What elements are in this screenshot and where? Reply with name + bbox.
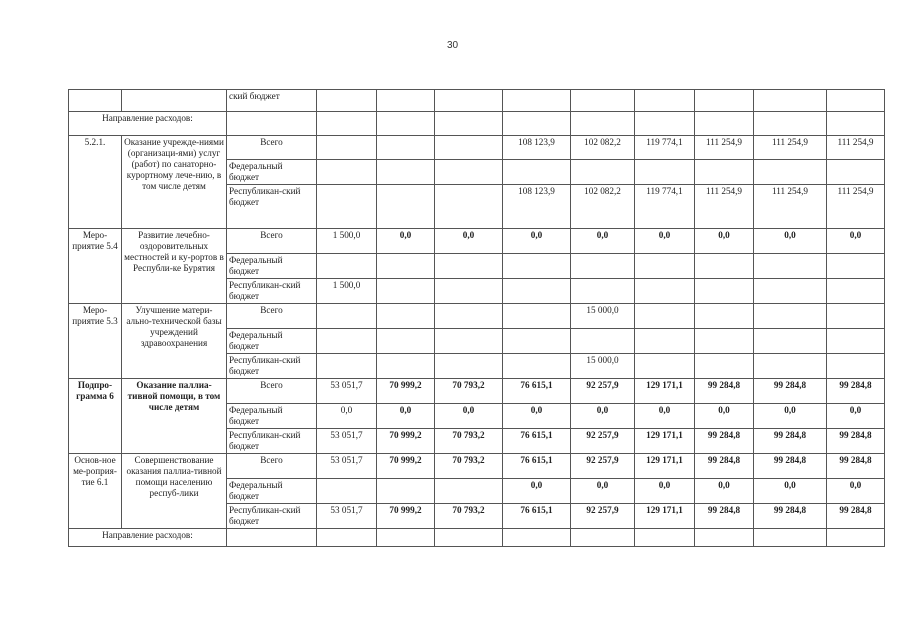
value-cell [503, 160, 571, 185]
name-cell: Совершенствование оказания паллиа-тивной помощи населению респуб-лики [122, 454, 227, 529]
value-cell [695, 160, 754, 185]
name-cell: Развитие лечебно-оздоровительных местностей и ку-рортов в Республи-ке Бурятия [122, 229, 227, 304]
value-cell [827, 90, 885, 112]
value-cell [695, 90, 754, 112]
value-cell [377, 185, 435, 229]
value-cell [635, 90, 695, 112]
value-cell: 0,0 [435, 229, 503, 254]
value-cell: 0,0 [827, 479, 885, 504]
value-cell: 0,0 [377, 229, 435, 254]
value-cell: 129 171,1 [635, 379, 695, 404]
value-cell [435, 354, 503, 379]
value-cell: 111 254,9 [827, 136, 885, 160]
source-cell: Республикан-ский бюджет [227, 429, 317, 454]
empty-cell [827, 529, 885, 547]
value-cell [635, 354, 695, 379]
value-cell: 53 051,7 [317, 504, 377, 529]
empty-cell [503, 112, 571, 136]
value-cell [377, 354, 435, 379]
value-cell: 70 999,2 [377, 454, 435, 479]
value-cell: 0,0 [571, 479, 635, 504]
value-cell: 129 171,1 [635, 454, 695, 479]
empty-cell [571, 529, 635, 547]
value-cell [435, 136, 503, 160]
value-cell [635, 329, 695, 354]
value-cell: 92 257,9 [571, 504, 635, 529]
table-row [69, 454, 885, 479]
value-cell [503, 304, 571, 329]
value-cell: 15 000,0 [571, 304, 635, 329]
value-cell: 70 793,2 [435, 429, 503, 454]
source-cell: Республикан-ский бюджет [227, 185, 317, 229]
source-cell: Федеральный бюджет [227, 254, 317, 279]
value-cell: 111 254,9 [754, 136, 827, 160]
value-cell: 0,0 [754, 479, 827, 504]
value-cell [827, 329, 885, 354]
value-cell [754, 279, 827, 304]
value-cell [695, 279, 754, 304]
value-cell [317, 90, 377, 112]
value-cell: 99 284,8 [695, 429, 754, 454]
value-cell [695, 354, 754, 379]
source-cell: Федеральный бюджет [227, 160, 317, 185]
value-cell: 99 284,8 [827, 454, 885, 479]
value-cell [754, 304, 827, 329]
value-cell [503, 90, 571, 112]
table-row [69, 229, 885, 254]
code-cell [69, 90, 122, 112]
value-cell [317, 479, 377, 504]
value-cell: 111 254,9 [754, 185, 827, 229]
value-cell: 99 284,8 [695, 379, 754, 404]
value-cell: 0,0 [754, 229, 827, 254]
value-cell: 99 284,8 [754, 379, 827, 404]
direction-row [69, 529, 885, 547]
value-cell [317, 304, 377, 329]
empty-cell [503, 529, 571, 547]
value-cell: 111 254,9 [695, 185, 754, 229]
value-cell [754, 254, 827, 279]
value-cell: 0,0 [377, 404, 435, 429]
value-cell [571, 160, 635, 185]
value-cell: 0,0 [827, 229, 885, 254]
value-cell: 99 284,8 [827, 429, 885, 454]
value-cell [377, 160, 435, 185]
empty-cell [227, 529, 317, 547]
empty-cell [635, 529, 695, 547]
value-cell: 99 284,8 [754, 454, 827, 479]
value-cell: 92 257,9 [571, 379, 635, 404]
source-cell: Всего [227, 454, 317, 479]
source-cell: Республикан-ский бюджет [227, 279, 317, 304]
value-cell: 70 999,2 [377, 504, 435, 529]
direction-row [69, 112, 885, 136]
value-cell: 99 284,8 [695, 504, 754, 529]
value-cell: 15 000,0 [571, 354, 635, 379]
value-cell [754, 354, 827, 379]
value-cell: 108 123,9 [503, 136, 571, 160]
value-cell [317, 160, 377, 185]
value-cell: 102 082,2 [571, 136, 635, 160]
value-cell: 0,0 [317, 404, 377, 429]
value-cell: 76 615,1 [503, 379, 571, 404]
value-cell: 70 999,2 [377, 379, 435, 404]
value-cell: 53 051,7 [317, 429, 377, 454]
empty-cell [435, 529, 503, 547]
value-cell: 0,0 [754, 404, 827, 429]
empty-cell [571, 112, 635, 136]
source-cell: Всего [227, 304, 317, 329]
value-cell [377, 304, 435, 329]
table-row [69, 90, 885, 112]
value-cell [435, 254, 503, 279]
value-cell: 102 082,2 [571, 185, 635, 229]
value-cell: 0,0 [571, 404, 635, 429]
empty-cell [317, 529, 377, 547]
table-body [69, 90, 885, 547]
value-cell [635, 304, 695, 329]
value-cell [827, 304, 885, 329]
direction-label: Направление расходов: [69, 112, 227, 136]
value-cell: 70 999,2 [377, 429, 435, 454]
direction-label: Направление расходов: [69, 529, 227, 547]
value-cell: 70 793,2 [435, 504, 503, 529]
value-cell [827, 254, 885, 279]
value-cell [435, 90, 503, 112]
value-cell [377, 90, 435, 112]
value-cell [377, 479, 435, 504]
value-cell: 0,0 [503, 404, 571, 429]
value-cell [435, 279, 503, 304]
value-cell [754, 160, 827, 185]
value-cell: 0,0 [635, 479, 695, 504]
value-cell [317, 254, 377, 279]
table-row [69, 304, 885, 329]
value-cell [503, 354, 571, 379]
value-cell [635, 254, 695, 279]
value-cell [317, 185, 377, 229]
value-cell: 119 774,1 [635, 185, 695, 229]
value-cell [827, 279, 885, 304]
code-cell: Меро-приятие 5.4 [69, 229, 122, 304]
source-cell: Республикан-ский бюджет [227, 504, 317, 529]
value-cell [571, 90, 635, 112]
value-cell [503, 279, 571, 304]
empty-cell [635, 112, 695, 136]
value-cell [571, 279, 635, 304]
value-cell [317, 136, 377, 160]
budget-table [68, 89, 885, 547]
value-cell: 0,0 [695, 404, 754, 429]
value-cell: 99 284,8 [827, 379, 885, 404]
value-cell [317, 329, 377, 354]
value-cell: 76 615,1 [503, 504, 571, 529]
value-cell [377, 279, 435, 304]
value-cell [571, 254, 635, 279]
value-cell: 129 171,1 [635, 429, 695, 454]
value-cell [435, 185, 503, 229]
empty-cell [435, 112, 503, 136]
value-cell: 76 615,1 [503, 454, 571, 479]
value-cell [317, 354, 377, 379]
value-cell [377, 329, 435, 354]
empty-cell [827, 112, 885, 136]
value-cell: 0,0 [635, 404, 695, 429]
empty-cell [317, 112, 377, 136]
value-cell: 0,0 [827, 404, 885, 429]
value-cell: 0,0 [503, 479, 571, 504]
value-cell: 108 123,9 [503, 185, 571, 229]
source-cell: Федеральный бюджет [227, 404, 317, 429]
empty-cell [754, 529, 827, 547]
value-cell: 111 254,9 [827, 185, 885, 229]
value-cell [695, 329, 754, 354]
name-cell: Улучшение матери-ально-технической базы учреждений здравоохранения [122, 304, 227, 379]
table-row [69, 379, 885, 404]
value-cell: 1 500,0 [317, 279, 377, 304]
source-cell: Всего [227, 229, 317, 254]
value-cell [435, 479, 503, 504]
value-cell: 0,0 [435, 404, 503, 429]
name-cell: Оказание учрежде-ниями (организаци-ями) услуг (работ) по санаторно-курортному лече-нию, в том числе детям [122, 136, 227, 229]
value-cell: 99 284,8 [827, 504, 885, 529]
value-cell [377, 254, 435, 279]
value-cell: 129 171,1 [635, 504, 695, 529]
value-cell: 92 257,9 [571, 454, 635, 479]
value-cell [377, 136, 435, 160]
value-cell: 0,0 [503, 229, 571, 254]
value-cell [754, 329, 827, 354]
table-row [69, 136, 885, 160]
code-cell: 5.2.1. [69, 136, 122, 229]
value-cell [754, 90, 827, 112]
source-cell: ский бюджет [227, 90, 317, 112]
empty-cell [227, 112, 317, 136]
source-cell: Федеральный бюджет [227, 329, 317, 354]
source-cell: Федеральный бюджет [227, 479, 317, 504]
value-cell [635, 160, 695, 185]
source-cell: Всего [227, 136, 317, 160]
value-cell: 1 500,0 [317, 229, 377, 254]
value-cell [435, 304, 503, 329]
value-cell: 99 284,8 [695, 454, 754, 479]
value-cell [635, 279, 695, 304]
empty-cell [695, 529, 754, 547]
value-cell: 70 793,2 [435, 454, 503, 479]
value-cell: 99 284,8 [754, 429, 827, 454]
value-cell [435, 329, 503, 354]
value-cell [695, 304, 754, 329]
value-cell: 76 615,1 [503, 429, 571, 454]
value-cell: 111 254,9 [695, 136, 754, 160]
value-cell: 0,0 [635, 229, 695, 254]
empty-cell [377, 112, 435, 136]
value-cell: 53 051,7 [317, 379, 377, 404]
value-cell [695, 254, 754, 279]
code-cell: Меро-приятие 5.3 [69, 304, 122, 379]
value-cell [503, 329, 571, 354]
value-cell [827, 160, 885, 185]
empty-cell [377, 529, 435, 547]
code-cell: Основ-ное ме-роприя-тие 6.1 [69, 454, 122, 529]
empty-cell [754, 112, 827, 136]
value-cell [435, 160, 503, 185]
value-cell [503, 254, 571, 279]
source-cell: Всего [227, 379, 317, 404]
source-cell: Республикан-ский бюджет [227, 354, 317, 379]
value-cell: 119 774,1 [635, 136, 695, 160]
code-cell: Подпро-грамма 6 [69, 379, 122, 454]
value-cell: 0,0 [695, 229, 754, 254]
value-cell: 70 793,2 [435, 379, 503, 404]
value-cell: 0,0 [695, 479, 754, 504]
value-cell [827, 354, 885, 379]
empty-cell [695, 112, 754, 136]
page-number: 30 [446, 40, 459, 51]
value-cell: 92 257,9 [571, 429, 635, 454]
name-cell: Оказание паллиа-тивной помощи, в том числе детям [122, 379, 227, 454]
value-cell: 53 051,7 [317, 454, 377, 479]
name-cell [122, 90, 227, 112]
value-cell: 99 284,8 [754, 504, 827, 529]
value-cell [571, 329, 635, 354]
value-cell: 0,0 [571, 229, 635, 254]
